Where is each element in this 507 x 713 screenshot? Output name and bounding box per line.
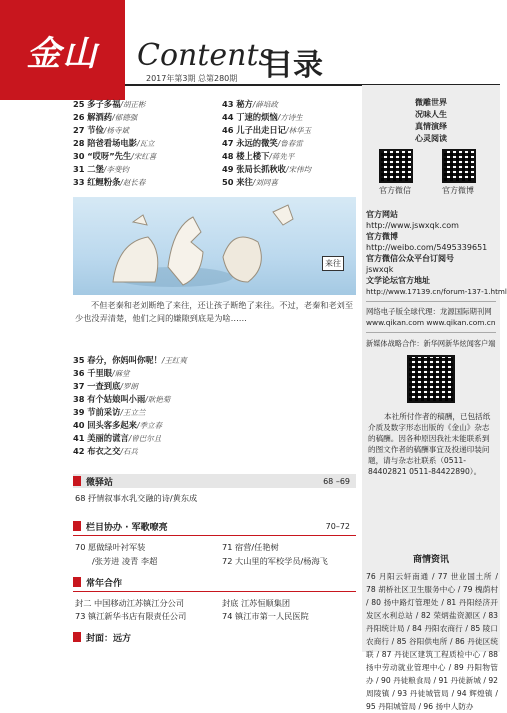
toc-item[interactable]: 25 多子多福/胡正彬 (73, 99, 146, 109)
author-notice: 本社所付作者的稿酬，已包括纸介质及数字形态出版的《金山》杂志的稿酬。因各种原因我社未能联系到的图文作者的稿酬事宜及投递印装问题，请与杂志社联系（0511-84402821 0511-84422890）。 (368, 412, 491, 476)
section-cover (73, 630, 356, 644)
toc-item[interactable]: 33 红鲤粉条/赵长春 (73, 177, 146, 187)
toc-item[interactable]: 27 节俭/杨寺斌 (73, 125, 129, 135)
ads-title: 商情资讯 (412, 555, 449, 565)
section-title: 栏目协办 · 军歌嘹亮 (86, 522, 168, 533)
ads-list: 76 月阳云轩南通 / 77 世业国土所 / 78 胡桥社区卫生服务中心 / 79 槐荫村 / 80 扬中路灯管理处 / 81 丹阳经济开发区水利总站 / 82 荣炳盐资源区 / 83 丹阳统计局 / 84 丹阳农商行 / 85 陵口农商行 / 85 谷阳供电所 / 86 丹徒区统联 / 87 丹徒区建筑工程质检中心 / 88 扬中劳动就业管理中心 / 89 丹阳物管办 / 90 丹徒粮食局 / 91 丹徒新城 / 92 周陵镇 / 93 丹徒城管局 / 94 辉煌镇 / 95 丹阳城管局 / 96 扬中人防办 (366, 572, 498, 711)
partner-item: 73 镇江新华书店有限责任公司 (75, 611, 187, 621)
site-title: 官方网站 (366, 210, 398, 219)
partner-urls[interactable]: www.qikan.com www.qikan.com.cn (366, 318, 496, 327)
toc-item[interactable]: 36 千里眼/麻堂 (73, 368, 130, 378)
logo-text: 金山 (26, 33, 99, 74)
section-marker-icon (73, 577, 81, 587)
toc-item[interactable]: 26 解酒药/郁德强 (73, 112, 138, 122)
toc-item[interactable]: 72 大山里的军校学员/杨海飞 (222, 556, 328, 566)
qr-label: 官方微信 (379, 186, 411, 195)
toc-item[interactable]: 46 儿子出走日记/林华玉 (222, 125, 312, 135)
magazine-logo (0, 0, 125, 100)
toc-item[interactable]: 68 抒情叙事水乳交融的诗/黄东成 (75, 493, 198, 503)
partner-item: 封二 中国移动江苏镇江分公司 (75, 598, 185, 608)
wechat-title: 官方微信公众平台订阅号 (366, 254, 454, 263)
toc-item[interactable]: 49 张局长抓秋收/宋伟均 (222, 164, 312, 174)
partner-line: 网络电子版全球代理：龙源国际期刊网 (366, 307, 492, 316)
info-sidebar (362, 85, 507, 652)
xinhua-line: 新媒体战略合作：新华网新华炫闻客户端 (366, 339, 496, 348)
partner-item: 封底 江苏恒顺集团 (222, 598, 291, 608)
wechat-qr-code[interactable] (379, 149, 413, 183)
toc-item[interactable]: 44 丁速的烦恼/方诗生 (222, 112, 303, 122)
sidebar-divider (366, 332, 496, 333)
contents-title: Contents (137, 38, 274, 73)
broken-egg-illustration (73, 197, 356, 295)
toc-item[interactable]: 70 愿做绿叶衬军装 (75, 542, 146, 552)
toc-item[interactable]: 40 回头客多起来/季立春 (73, 420, 163, 430)
toc-item[interactable]: 48 楼上楼下/蒋先平 (222, 151, 295, 161)
weibo-url-link[interactable]: http://weibo.com/5495339651 (366, 243, 488, 252)
site-url-link[interactable]: http://www.jswxqk.com (366, 221, 459, 230)
section-weiyizhan (73, 474, 356, 488)
toc-item[interactable]: 41 美丽的谎言/曾巴尔且 (73, 433, 162, 443)
toc-item[interactable]: 71 宿营/任艳树 (222, 542, 279, 552)
slogan-line: 微雕世界 (415, 98, 447, 107)
forum-title: 文学论坛官方地址 (366, 276, 430, 285)
toc-item[interactable]: 30 “哎呀”先生/宋红喜 (73, 151, 157, 161)
forum-url-link[interactable]: http://www.17139.cn/forum-137-1.html (366, 287, 507, 296)
issue-info: 2017年第3期 总第280期 (146, 74, 238, 83)
toc-item[interactable]: 43 秘方/薛培政 (222, 99, 278, 109)
cover-title: 封面：远方 (86, 633, 132, 644)
slogan-line: 况味人生 (415, 110, 447, 119)
xinhua-qr-code[interactable] (407, 355, 455, 403)
illustration-caption: 来往 (322, 256, 344, 271)
toc-item[interactable]: 47 永远的微笑/鲁春雷 (222, 138, 303, 148)
section-marker-icon (73, 476, 81, 486)
weibo-title: 官方微博 (366, 232, 398, 241)
section-divider (73, 591, 356, 592)
sidebar-divider (366, 301, 496, 302)
story-excerpt: 不但老秦和老刘断绝了来往，还让孩子断绝了来往。不过，老秦和老刘至少也没弄清楚，他们之间的嫌隙到底是为啥…… (75, 300, 354, 323)
toc-item[interactable]: 50 来往/刘同喜 (222, 177, 278, 187)
toc-item[interactable]: 28 陪爸看场电影/瓦立 (73, 138, 155, 148)
partner-item: 74 镇江市第一人民医院 (222, 611, 309, 621)
section-marker-icon (73, 521, 81, 531)
toc-item[interactable]: 39 节前采访/王立兰 (73, 407, 146, 417)
toc-item[interactable]: 42 布衣之交/石兵 (73, 446, 138, 456)
weibo-qr-code[interactable] (442, 149, 476, 183)
section-partners (73, 575, 356, 589)
section-title: 常年合作 (86, 578, 123, 589)
section-title: 微驿站 (86, 477, 114, 488)
section-pages: 68 –69 (323, 476, 350, 486)
section-pages: 70–72 (325, 521, 350, 531)
mulu-title: 目录 (263, 48, 323, 83)
story-illustration (73, 197, 356, 295)
section-junge (73, 519, 356, 533)
toc-item[interactable]: 31 二堡/李斐钧 (73, 164, 129, 174)
toc-item[interactable]: 35 春分，你妈叫你呢！/王红爽 (73, 355, 187, 365)
qr-label: 官方微博 (442, 186, 474, 195)
section-divider (73, 535, 356, 536)
slogan-line: 真情演绎 (415, 122, 447, 131)
slogan-line: 心灵阅读 (415, 134, 447, 143)
toc-item[interactable]: 38 有个姑娘叫小雨/耿艳菊 (73, 394, 171, 404)
wechat-id: jswxqk (366, 265, 394, 274)
section-marker-icon (73, 632, 81, 642)
toc-item[interactable]: 37 一查到底/罗朗 (73, 381, 138, 391)
toc-authors: /张芳进 凌青 李超 (92, 556, 158, 566)
